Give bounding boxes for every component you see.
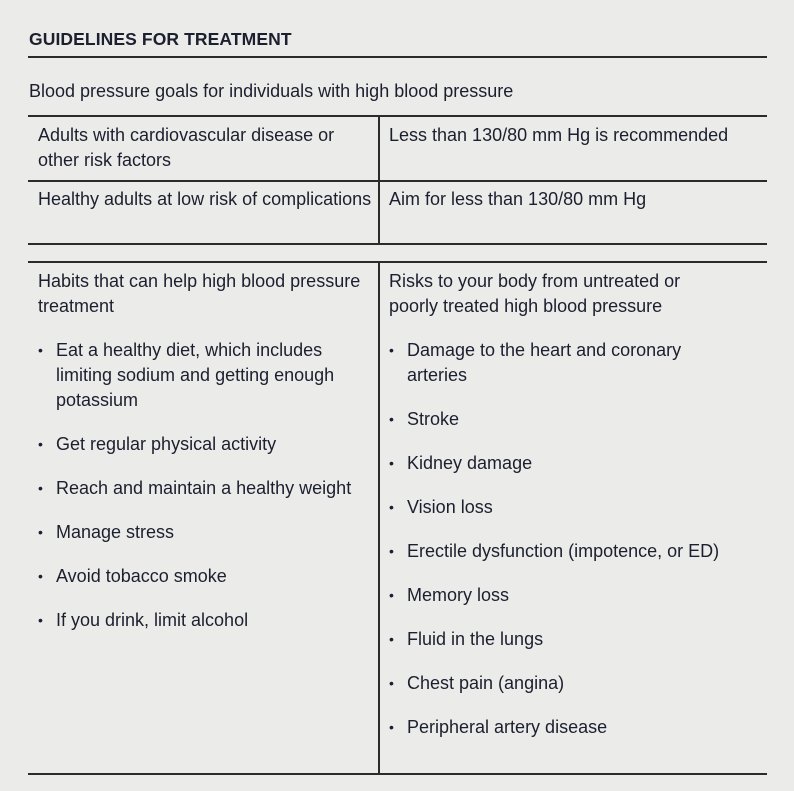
goal-value-2: Aim for less than 130/80 mm Hg bbox=[389, 189, 647, 209]
list-item: • Chest pain (angina) bbox=[389, 671, 729, 696]
list-item: • Kidney damage bbox=[389, 451, 729, 476]
habits-list bbox=[38, 338, 374, 633]
list-item: • If you drink, limit alcohol bbox=[38, 608, 374, 633]
list-item: • Avoid tobacco smoke bbox=[38, 564, 374, 589]
divider bbox=[28, 56, 767, 58]
list-item: • Manage stress bbox=[38, 520, 374, 545]
list-item: • Erectile dysfunction (impotence, or ED) bbox=[389, 539, 729, 564]
habits-heading: Habits that can help high blood pressure treatment bbox=[38, 271, 361, 316]
risks-section bbox=[389, 269, 729, 759]
divider bbox=[28, 180, 767, 182]
divider bbox=[28, 773, 767, 775]
habits-section bbox=[38, 269, 374, 652]
goals-heading: Blood pressure goals for individuals with high blood pressure bbox=[29, 81, 514, 101]
list-item: • Memory loss bbox=[389, 583, 729, 608]
goal-group-1: Adults with cardiovascular disease or other risk factors bbox=[38, 125, 335, 170]
list-item: • Stroke bbox=[389, 407, 729, 432]
list-item: • Peripheral artery disease bbox=[389, 715, 729, 740]
list-item: • Fluid in the lungs bbox=[389, 627, 729, 652]
column-divider bbox=[378, 262, 380, 774]
list-item: • Vision loss bbox=[389, 495, 729, 520]
risks-heading: Risks to your body from untreated or poorly treated high blood pressure bbox=[389, 271, 681, 316]
divider bbox=[28, 261, 767, 263]
list-item: • Damage to the heart and coronary arteries bbox=[389, 338, 729, 388]
page-title: GUIDELINES FOR TREATMENT bbox=[29, 29, 292, 49]
list-item: • Get regular physical activity bbox=[38, 432, 374, 457]
list-item: • Eat a healthy diet, which includes limiting sodium and getting enough potassium bbox=[38, 338, 374, 413]
risks-list bbox=[389, 338, 729, 740]
list-item: • Reach and maintain a healthy weight bbox=[38, 476, 374, 501]
goal-value-1: Less than 130/80 mm Hg is recommended bbox=[389, 125, 729, 145]
divider bbox=[28, 243, 767, 245]
divider bbox=[28, 115, 767, 117]
goal-group-2: Healthy adults at low risk of complications bbox=[38, 189, 372, 209]
